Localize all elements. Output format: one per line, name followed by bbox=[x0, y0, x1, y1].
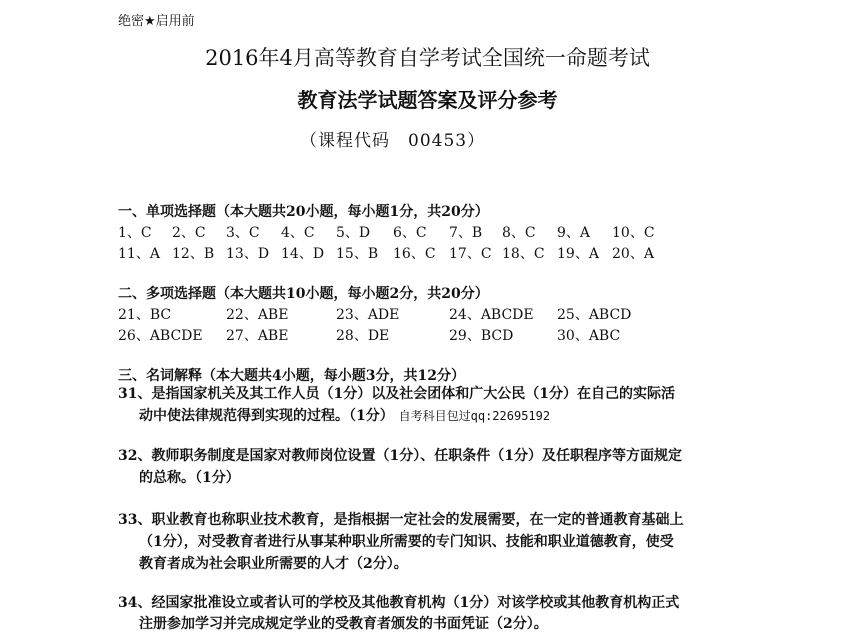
answer-33-line-3: 教育者成为社会职业所需要的人才（2分）。 bbox=[139, 556, 408, 572]
answer-33-line-2: （1分），对受教育者进行从事某种职业所需要的专门知识、技能和职业道德教育，使受 bbox=[139, 534, 674, 550]
course-code: （课程代码 00453） bbox=[300, 131, 486, 151]
answer-cell: 19、A bbox=[557, 246, 599, 262]
section-heading-definitions: 三、名词解释（本大题共4小题，每小题3分，共12分） bbox=[118, 368, 465, 384]
answer-cell: 4、C bbox=[281, 225, 315, 241]
answer-cell: 22、ABE bbox=[226, 307, 289, 323]
answer-cell: 13、D bbox=[226, 246, 270, 262]
confidential-seal: 绝密★启用前 bbox=[118, 14, 195, 29]
answer-33-line-1: 33、职业教育也称职业技术教育，是指根据一定社会的发展需要，在一定的普通教育基础上 bbox=[118, 512, 684, 528]
section-heading-single-choice: 一、单项选择题（本大题共20小题，每小题1分，共20分） bbox=[118, 204, 489, 220]
answer-cell: 7、B bbox=[449, 225, 483, 241]
answer-cell: 26、ABCDE bbox=[118, 328, 203, 344]
answer-cell: 21、BC bbox=[118, 307, 172, 323]
answer-cell: 23、ADE bbox=[336, 307, 400, 323]
answer-34-line-1: 34、经国家批准设立或者认可的学校及其他教育机构（1分）对该学校或其他教育机构正式 bbox=[118, 595, 680, 611]
answer-cell: 2、C bbox=[172, 225, 206, 241]
answer-cell: 18、C bbox=[502, 246, 545, 262]
handwritten-note: 自考科目包过qq:22695192 bbox=[398, 409, 551, 423]
answer-cell: 29、BCD bbox=[449, 328, 514, 344]
answer-cell: 1、C bbox=[118, 225, 152, 241]
answer-31-text: 动中使法律规范得到实现的过程。（1分） bbox=[139, 408, 394, 424]
document-subtitle: 教育法学试题答案及评分参考 bbox=[297, 88, 558, 112]
answer-cell: 24、ABCDE bbox=[449, 307, 534, 323]
answer-cell: 25、ABCD bbox=[557, 307, 632, 323]
answer-cell: 16、C bbox=[393, 246, 436, 262]
answer-34-line-2: 注册参加学习并完成规定学业的受教育者颁发的书面凭证（2分）。 bbox=[139, 616, 548, 632]
answer-cell: 27、ABE bbox=[226, 328, 289, 344]
answer-cell: 8、C bbox=[502, 225, 536, 241]
answer-31-line-1: 31、是指国家机关及其工作人员（1分）以及社会团体和广大公民（1分）在自己的实际活 bbox=[118, 386, 675, 402]
answer-cell: 5、D bbox=[336, 225, 371, 241]
answer-cell: 6、C bbox=[393, 225, 427, 241]
answer-cell: 12、B bbox=[172, 246, 215, 262]
section-heading-multiple-choice: 二、多项选择题（本大题共10小题，每小题2分，共20分） bbox=[118, 286, 489, 302]
answer-cell: 10、C bbox=[612, 225, 655, 241]
answer-cell: 11、A bbox=[118, 246, 160, 262]
exam-title: 2016年4月高等教育自学考试全国统一命题考试 bbox=[205, 46, 650, 70]
answer-cell: 17、C bbox=[449, 246, 492, 262]
answer-cell: 30、ABC bbox=[557, 328, 621, 344]
answer-31-line-2 bbox=[139, 405, 550, 427]
answer-32-line-1: 32、教师职务制度是国家对教师岗位设置（1分）、任职条件（1分）及任职程序等方面规定 bbox=[118, 448, 682, 464]
answer-cell: 20、A bbox=[612, 246, 654, 262]
answer-cell: 14、D bbox=[281, 246, 325, 262]
answer-cell: 28、DE bbox=[336, 328, 390, 344]
answer-32-line-2: 的总称。（1分） bbox=[139, 470, 240, 486]
answer-cell: 15、B bbox=[336, 246, 379, 262]
answer-cell: 9、A bbox=[557, 225, 591, 241]
answer-cell: 3、C bbox=[226, 225, 260, 241]
